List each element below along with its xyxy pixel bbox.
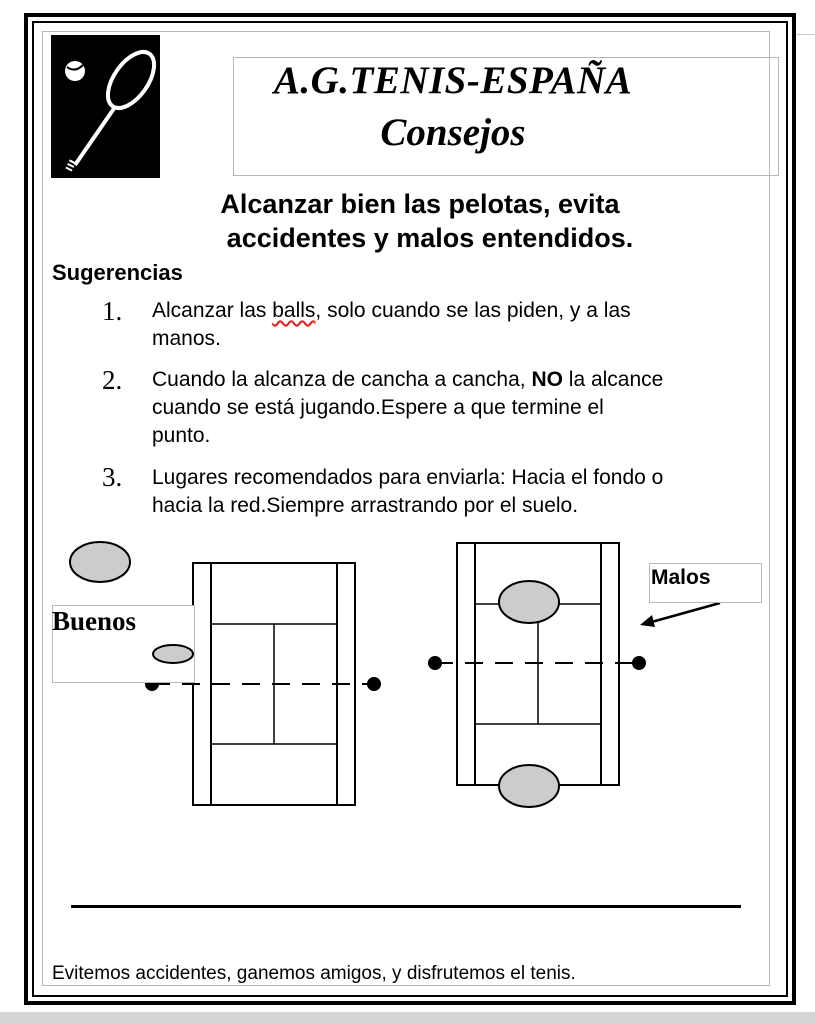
main-heading-line-2: accidentes y malos entendidos. — [226, 223, 634, 253]
document-subtitle: Consejos — [380, 111, 526, 154]
list-item-number: 2. — [102, 365, 123, 395]
list-item-text: Cuando la alcanza de cancha a cancha, — [152, 368, 532, 391]
list-item — [152, 366, 774, 450]
logo — [51, 35, 160, 178]
main-heading — [150, 187, 690, 255]
ball-position-bad — [499, 581, 559, 623]
window-bottom-bar — [0, 1012, 815, 1024]
footer-divider — [71, 905, 741, 908]
net-post — [632, 656, 646, 670]
ball-position-good — [150, 642, 196, 666]
tennis-racket-and-ball-icon — [51, 35, 160, 178]
net-post — [428, 656, 442, 670]
list-item-text: la alcance — [562, 368, 664, 391]
list-item-text: cuando se está jugando.Espere a que termine el — [152, 396, 604, 419]
list-item-text: punto. — [152, 424, 211, 447]
organization-title: A.G.TENIS-ESPAÑA — [273, 59, 633, 102]
list-item-number: 1. — [102, 296, 123, 326]
list-item-text: hacia la red.Siempre arrastrando por el suelo. — [152, 494, 579, 517]
good-label: Buenos — [52, 606, 137, 636]
margin-guide — [796, 34, 815, 35]
list-item — [152, 464, 774, 520]
footer-text: Evitemos accidentes, ganemos amigos, y disfrutemos el tenis. — [52, 963, 576, 984]
list-item-text: manos. — [152, 327, 221, 350]
emphasis-text: NO — [531, 368, 563, 391]
arrow-icon — [648, 603, 720, 623]
spelling-flagged-word[interactable]: balls — [272, 299, 316, 322]
list-item-text: Alcanzar las — [152, 299, 273, 322]
bad-label: Malos — [651, 566, 711, 589]
ball-position-bad — [499, 765, 559, 807]
net-post — [367, 677, 381, 691]
suggestions-title: Sugerencias — [52, 260, 183, 285]
list-item-text: , solo cuando se las piden, y a las — [315, 299, 631, 322]
ball-position-good — [70, 542, 130, 582]
list-item-text: Lugares recomendados para enviarla: Hacia el fondo o — [152, 466, 664, 489]
list-item-number: 3. — [102, 462, 123, 492]
main-heading-line-1: Alcanzar bien las pelotas, evita — [220, 189, 620, 219]
list-item — [152, 297, 774, 353]
